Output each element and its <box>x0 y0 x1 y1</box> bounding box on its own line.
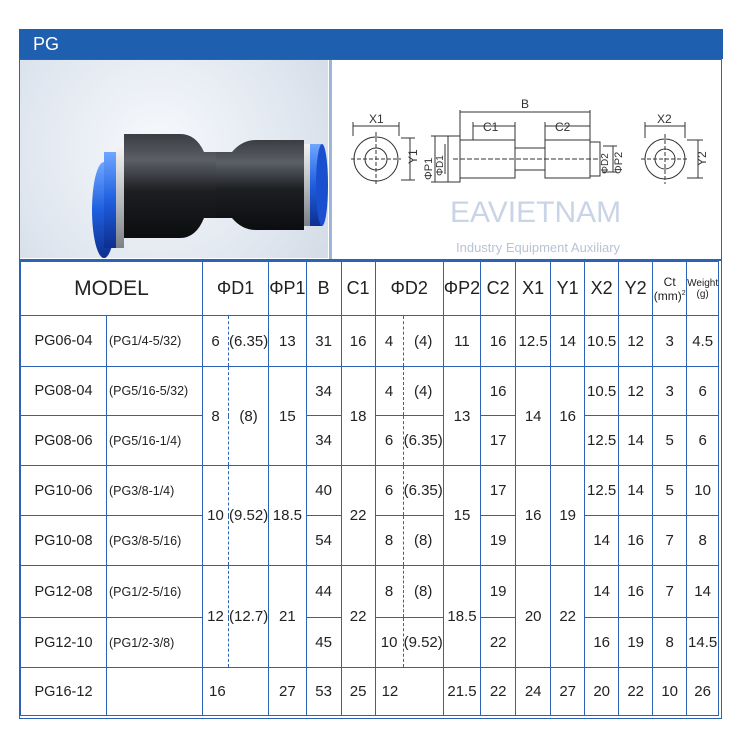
x2-cell: 14 <box>585 566 619 618</box>
table-row <box>21 316 719 367</box>
model-cell: PG10-06 <box>21 466 107 516</box>
model-cell: PG12-10 <box>21 618 107 668</box>
b-label: B <box>521 97 530 111</box>
header-model: MODEL <box>21 262 203 316</box>
y1-cell: 22 <box>551 566 585 668</box>
b-cell: 45 <box>306 618 341 668</box>
d2-cell: 12 <box>375 668 443 716</box>
c1-label: C1 <box>483 120 499 134</box>
p1-cell: 27 <box>269 668 306 716</box>
c1-cell: 18 <box>341 367 375 466</box>
thread-cell: (PG3/8-5/16) <box>107 516 203 566</box>
weight-cell: 4.5 <box>687 316 719 367</box>
weight-cell: 14 <box>687 566 719 618</box>
c1-cell: 22 <box>341 566 375 668</box>
d1-cell: 8 <box>203 367 229 466</box>
d1-inch-cell: (6.35) <box>229 316 269 367</box>
d2-inch-cell: (6.35) <box>403 466 443 516</box>
weight-cell: 8 <box>687 516 719 566</box>
header-p2: ΦP2 <box>443 262 480 316</box>
p2-label: ΦP2 <box>613 151 625 174</box>
ct-cell: 7 <box>653 516 687 566</box>
model-cell: PG10-08 <box>21 516 107 566</box>
header-c1: C1 <box>341 262 375 316</box>
right-body <box>216 140 304 230</box>
d2-cell: 4 <box>375 367 403 416</box>
ct-cell: 5 <box>653 466 687 516</box>
d1-inch-cell: (8) <box>229 367 269 466</box>
d1-cell: 16 <box>203 668 269 716</box>
thread-cell: (PG5/16-1/4) <box>107 416 203 466</box>
watermark-brand: EAVIETNAM <box>450 196 622 229</box>
d2-inch-cell: (6.35) <box>403 416 443 466</box>
y1-cell: 27 <box>551 668 585 716</box>
x2-label: X2 <box>657 112 672 126</box>
c2-cell: 22 <box>481 618 516 668</box>
model-cell: PG08-04 <box>21 367 107 416</box>
header-x2: X2 <box>585 262 619 316</box>
header-c2: C2 <box>481 262 516 316</box>
header-weight <box>687 262 719 316</box>
table-row <box>21 466 719 516</box>
d1-inch-cell: (12.7) <box>229 566 269 668</box>
spec-table <box>20 261 719 716</box>
thread-cell <box>107 668 203 716</box>
y2-cell: 22 <box>619 668 653 716</box>
y1-cell: 16 <box>551 367 585 466</box>
c2-cell: 17 <box>481 416 516 466</box>
d1-cell: 12 <box>203 566 229 668</box>
d2-cell: 4 <box>375 316 403 367</box>
d2-inch-cell: (8) <box>403 566 443 618</box>
p1-cell: 15 <box>269 367 306 466</box>
weight-cell: 6 <box>687 367 719 416</box>
thread-cell: (PG3/8-1/4) <box>107 466 203 516</box>
x2-cell: 12.5 <box>585 416 619 466</box>
y2-cell: 12 <box>619 367 653 416</box>
ct-cell: 7 <box>653 566 687 618</box>
header-ct-label: Ct <box>663 274 676 289</box>
header-ct <box>653 262 687 316</box>
header-weight-unit: (g) <box>696 288 709 300</box>
c2-cell: 22 <box>481 668 516 716</box>
table-row <box>21 566 719 618</box>
title-bar <box>19 29 723 59</box>
c2-label: C2 <box>555 120 571 134</box>
section-divider <box>329 60 332 259</box>
x2-cell: 14 <box>585 516 619 566</box>
b-cell: 44 <box>306 566 341 618</box>
c2-cell: 17 <box>481 466 516 516</box>
model-cell: PG06-04 <box>21 316 107 367</box>
thread-cell: (PG1/4-5/32) <box>107 316 203 367</box>
d2-cell: 10 <box>375 618 403 668</box>
y2-cell: 14 <box>619 466 653 516</box>
y2-cell: 12 <box>619 316 653 367</box>
d1-inch-cell: (9.52) <box>229 466 269 566</box>
d2-cell: 8 <box>375 516 403 566</box>
y2-cell: 16 <box>619 566 653 618</box>
c1-cell: 22 <box>341 466 375 566</box>
x2-cell: 16 <box>585 618 619 668</box>
x1-cell: 12.5 <box>516 316 551 367</box>
y2-cell: 16 <box>619 516 653 566</box>
x1-cell: 20 <box>516 566 551 668</box>
b-cell: 34 <box>306 367 341 416</box>
thread-cell: (PG1/2-3/8) <box>107 618 203 668</box>
p2-cell: 13 <box>443 367 480 466</box>
header-y2: Y2 <box>619 262 653 316</box>
thread-cell: (PG5/16-5/32) <box>107 367 203 416</box>
d1-cell: 6 <box>203 316 229 367</box>
c2-cell: 19 <box>481 566 516 618</box>
model-cell: PG08-06 <box>21 416 107 466</box>
d2-cell: 6 <box>375 466 403 516</box>
ct-cell: 5 <box>653 416 687 466</box>
header-d1: ΦD1 <box>203 262 269 316</box>
p1-label: ΦP1 <box>423 157 435 180</box>
side-view <box>431 110 617 182</box>
b-cell: 54 <box>306 516 341 566</box>
p1-cell: 21 <box>269 566 306 668</box>
d2-inch-cell: (9.52) <box>403 618 443 668</box>
y1-cell: 14 <box>551 316 585 367</box>
d2-label: ΦD2 <box>600 153 611 174</box>
weight-cell: 14.5 <box>687 618 719 668</box>
c2-cell: 19 <box>481 516 516 566</box>
table-row <box>21 367 719 416</box>
y2-label: Y2 <box>695 151 709 166</box>
header-p1: ΦP1 <box>269 262 306 316</box>
x1-cell: 16 <box>516 466 551 566</box>
d2-inch-cell: (8) <box>403 516 443 566</box>
b-cell: 34 <box>306 416 341 466</box>
b-cell: 53 <box>306 668 341 716</box>
y2-cell: 14 <box>619 416 653 466</box>
model-cell: PG16-12 <box>21 668 107 716</box>
page-title: PG <box>33 34 60 54</box>
p2-cell: 18.5 <box>443 566 480 668</box>
p1-cell: 13 <box>269 316 306 367</box>
x2-cell: 10.5 <box>585 367 619 416</box>
c2-cell: 16 <box>481 316 516 367</box>
header-weight-label: Weight <box>687 277 719 289</box>
header-y1: Y1 <box>551 262 585 316</box>
ct-cell: 8 <box>653 618 687 668</box>
c1-cell: 25 <box>341 668 375 716</box>
c2-cell: 16 <box>481 367 516 416</box>
d1-cell: 10 <box>203 466 229 566</box>
c1-cell: 16 <box>341 316 375 367</box>
b-cell: 31 <box>306 316 341 367</box>
weight-cell: 26 <box>687 668 719 716</box>
b-cell: 40 <box>306 466 341 516</box>
ct-cell: 3 <box>653 316 687 367</box>
p1-cell: 18.5 <box>269 466 306 566</box>
weight-cell: 6 <box>687 416 719 466</box>
d2-cell: 8 <box>375 566 403 618</box>
p2-cell: 21.5 <box>443 668 480 716</box>
product-photo <box>20 60 328 258</box>
x2-cell: 20 <box>585 668 619 716</box>
ct-cell: 3 <box>653 367 687 416</box>
left-body <box>124 134 216 238</box>
x1-cell: 24 <box>516 668 551 716</box>
p2-cell: 11 <box>443 316 480 367</box>
header-x1: X1 <box>516 262 551 316</box>
x1-label: X1 <box>369 112 384 126</box>
union-reducer-image <box>20 60 328 258</box>
header-b: B <box>306 262 341 316</box>
d2-inch-cell: (4) <box>403 316 443 367</box>
ct-cell: 10 <box>653 668 687 716</box>
right-end-view <box>641 122 703 184</box>
x2-cell: 10.5 <box>585 316 619 367</box>
x2-cell: 12.5 <box>585 466 619 516</box>
thread-cell: (PG1/2-5/16) <box>107 566 203 618</box>
x1-cell: 14 <box>516 367 551 466</box>
y1-label: Y1 <box>406 149 420 164</box>
weight-cell: 10 <box>687 466 719 516</box>
watermark <box>440 196 720 256</box>
d2-cell: 6 <box>375 416 403 466</box>
y1-cell: 19 <box>551 466 585 566</box>
d2-inch-cell: (4) <box>403 367 443 416</box>
y2-cell: 19 <box>619 618 653 668</box>
d1-label: ΦD1 <box>435 155 446 176</box>
table-header-row <box>21 262 719 316</box>
header-ct-unit: (mm) <box>653 288 682 303</box>
table-row <box>21 668 719 716</box>
model-cell: PG12-08 <box>21 566 107 618</box>
watermark-tagline: Industry Equipment Auxiliary <box>456 240 621 255</box>
header-d2: ΦD2 <box>375 262 443 316</box>
header-ct-sup: 2 <box>681 289 686 297</box>
p2-cell: 15 <box>443 466 480 566</box>
